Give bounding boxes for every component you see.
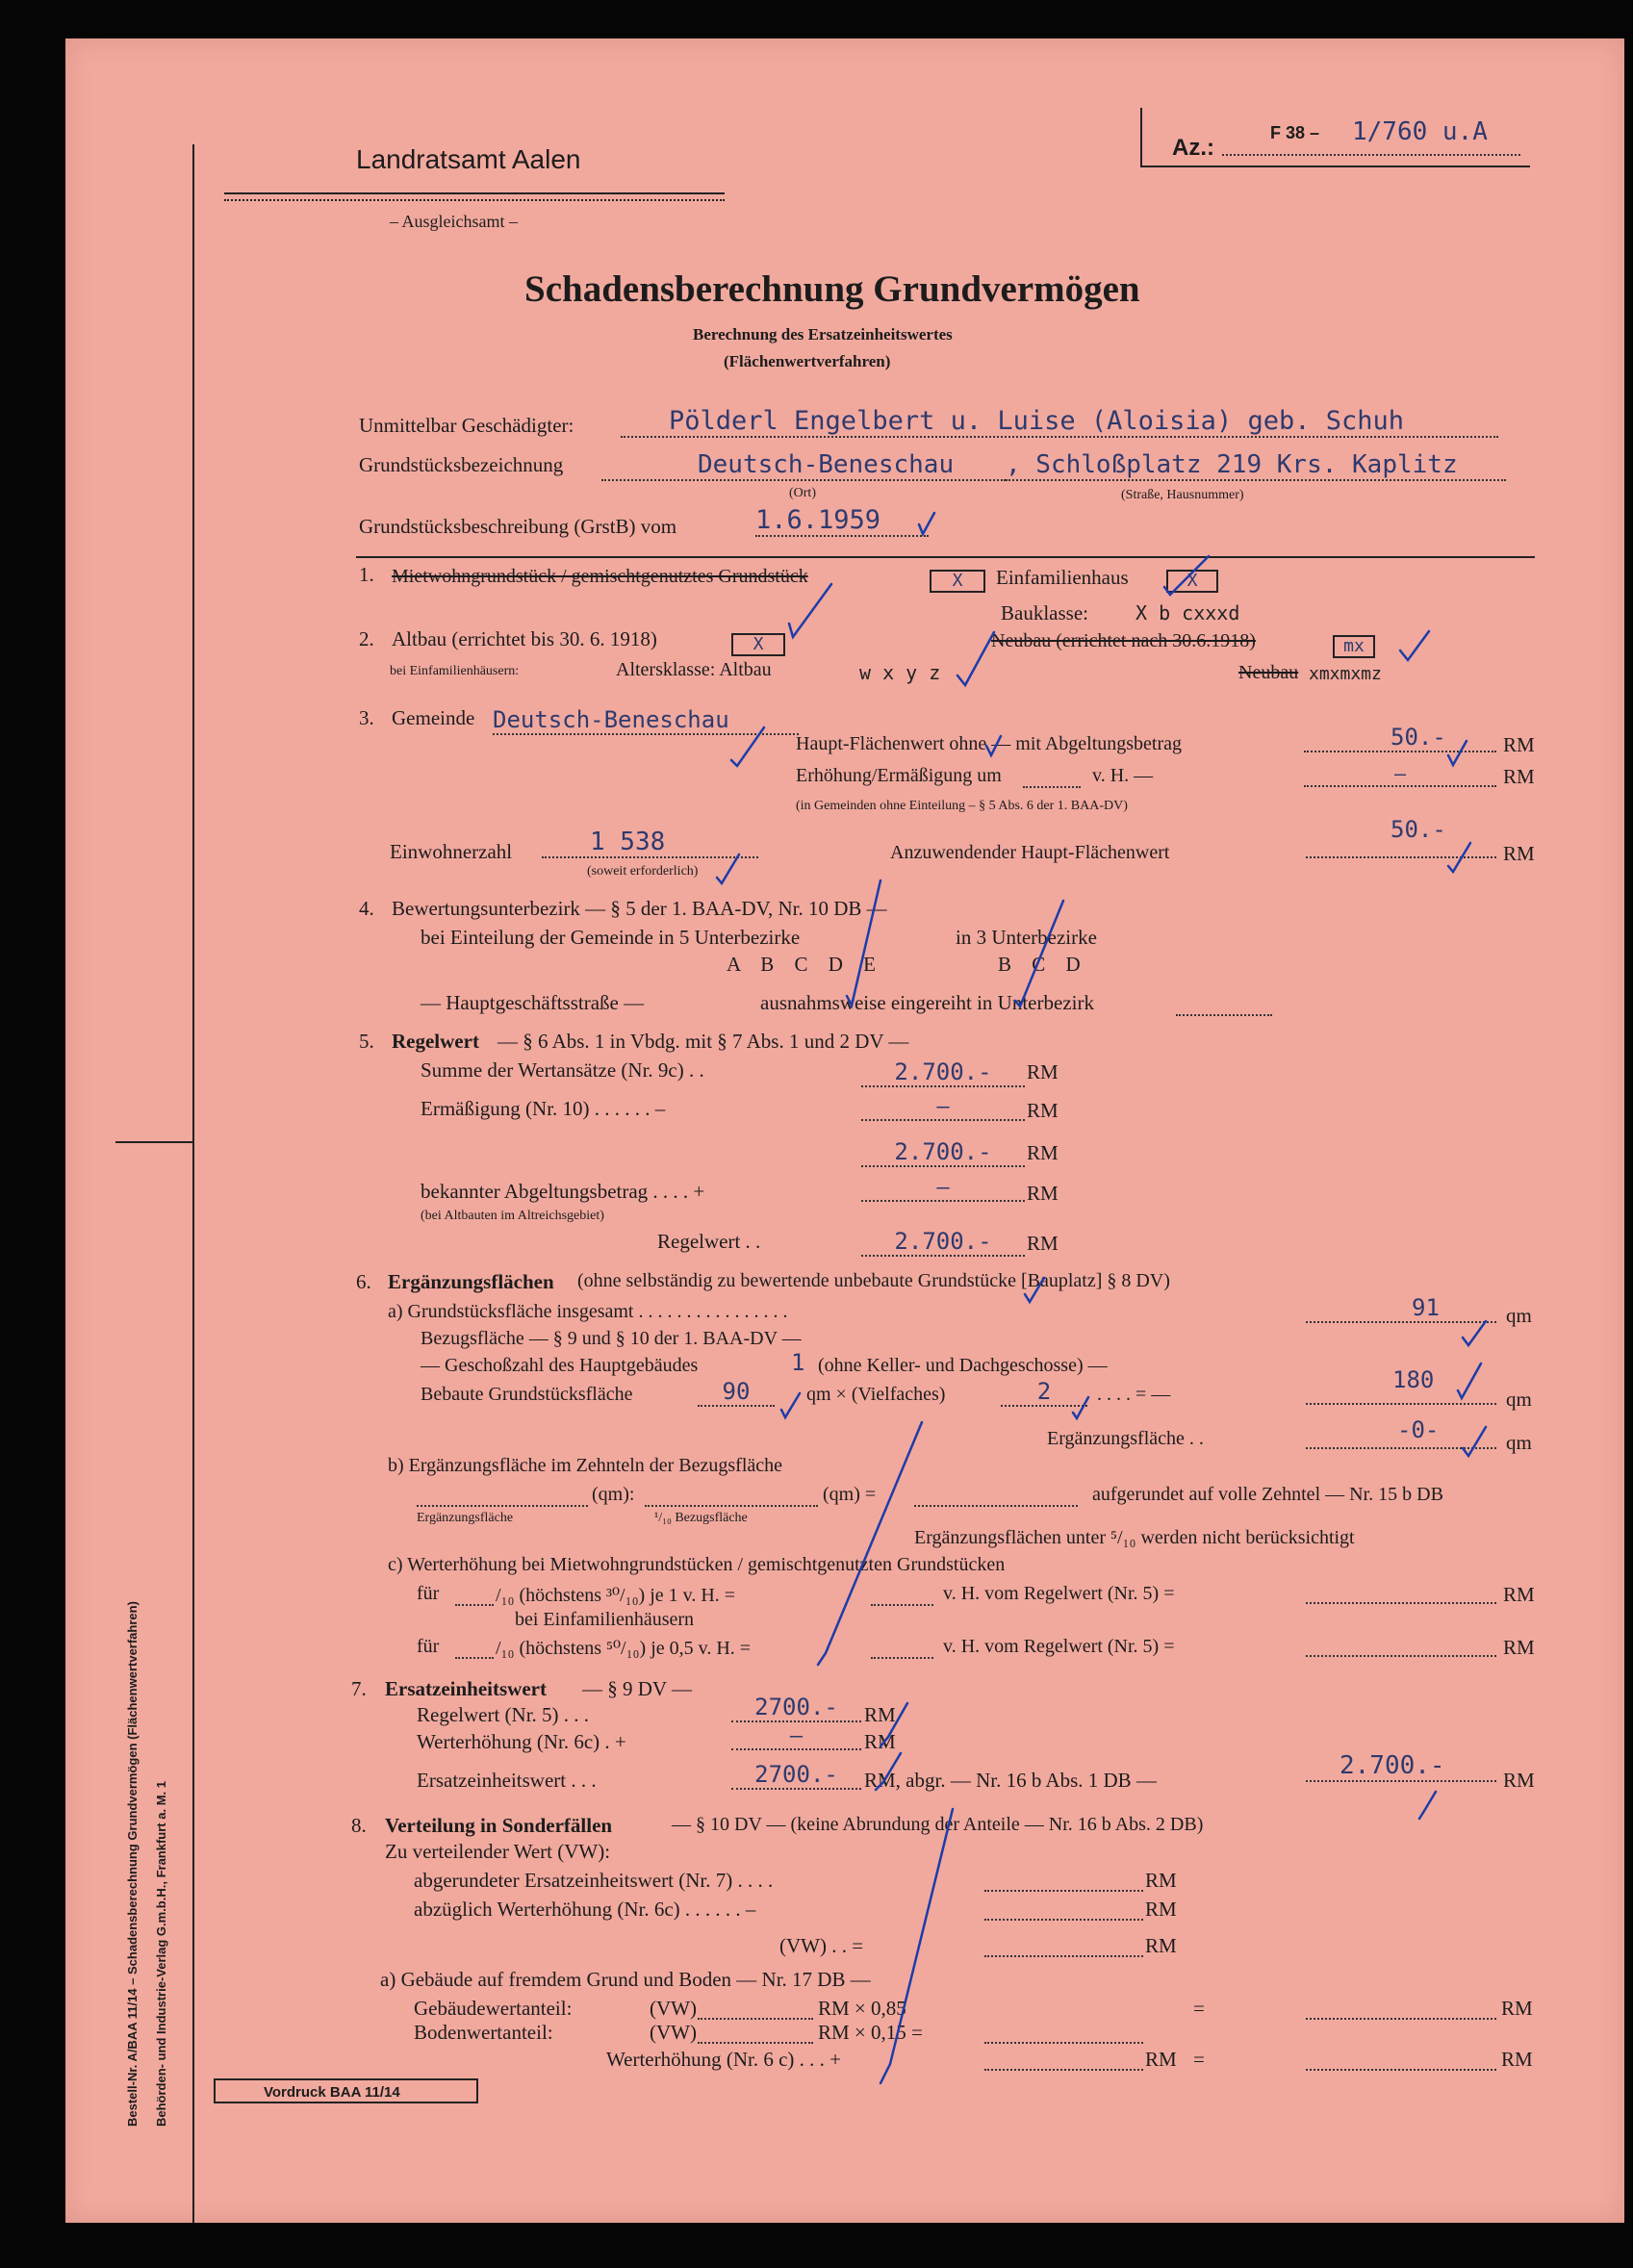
s8-bod-x015: RM × 0,15 = (818, 2021, 923, 2044)
s8-geb-x085: RM × 0,85 (818, 1997, 906, 2020)
az-fill (1222, 154, 1520, 156)
s6-beb-mid: qm × (Vielfaches) (806, 1384, 946, 1405)
s5-title: Regelwert (392, 1030, 479, 1053)
side-text-2: Behörden- und Industrie-Verlag G.m.b.H., Frankfurt a. M. 1 (154, 1781, 168, 2127)
page-title: Schadensberechnung Grundvermögen (524, 268, 1140, 310)
s3-note: (in Gemeinden ohne Einteilung – § 5 Abs. 6 der 1. BAA-DV) (796, 799, 1128, 813)
s6-c2-vh-field[interactable] (871, 1636, 933, 1659)
s6-beb-value[interactable]: 90 (698, 1378, 775, 1407)
s6-beb-dots: . . . . = — (1097, 1384, 1171, 1405)
s4-l4a: — Hauptgeschäftsstraße — (421, 991, 645, 1014)
s6-b-auf: aufgerundet auf volle Zehntel — Nr. 15 b DB (1092, 1484, 1443, 1505)
title-sub2: (Flächenwertverfahren) (724, 352, 891, 370)
s3-erh-value[interactable]: – (1304, 762, 1496, 787)
s6-b-field2[interactable] (645, 1484, 818, 1507)
s7-r1: Regelwert (Nr. 5) . . . (417, 1703, 590, 1726)
caption-place: (Ort) (789, 486, 816, 500)
s6-num: 6. (356, 1270, 371, 1293)
property-place[interactable]: Deutsch-Beneschau (601, 450, 1006, 481)
s7-rm4: RM (1503, 1769, 1535, 1792)
s6-gesch: — Geschoßzahl des Hauptgebäudes (421, 1355, 699, 1376)
s6-c2c: v. H. vom Regelwert (Nr. 5) = (943, 1636, 1175, 1657)
s4-unterbezirk-field[interactable] (1176, 991, 1272, 1016)
s5-v1[interactable]: 2.700.- (861, 1058, 1025, 1087)
s3-ew-label: Einwohnerzahl (390, 840, 513, 863)
s6-c1b: /₁₀ (höchstens ³⁰/₁₀) je 1 v. H. = (496, 1585, 736, 1606)
s8-wer: Werterhöhung (Nr. 6 c) . . . + (606, 2048, 842, 2071)
s8-a: a) Gebäude auf fremdem Grund und Boden — Nr. 17 DB — (380, 1968, 871, 1991)
s1-bauklasse: Bauklasse: (1001, 601, 1088, 624)
s5-v5[interactable]: 2.700.- (861, 1228, 1025, 1257)
s6-gesch-rest: (ohne Keller- und Dachgeschosse) — (818, 1355, 1108, 1376)
owner-label: Unmittelbar Geschädigter: (359, 414, 574, 437)
s6-c2b: /₁₀ (höchstens ⁵⁰/₁₀) je 0,5 v. H. = (496, 1638, 752, 1659)
fold-mark (115, 1141, 192, 1143)
office-name: Landratsamt Aalen (356, 144, 581, 174)
margin-rule (192, 144, 194, 2223)
s6-b-note: Ergänzungsflächen unter ⁵/₁₀ werden nicht berücksichtigt (914, 1527, 1355, 1548)
s3-erh-label: Erhöhung/Ermäßigung um (796, 765, 1002, 786)
s7-title-rest: — § 9 DV — (582, 1677, 692, 1700)
s5-rm5: RM (1027, 1232, 1059, 1255)
s8-title: Verteilung in Sonderfällen (385, 1814, 613, 1837)
s6-c1-rm-field[interactable] (1306, 1581, 1496, 1604)
s3-anz-value[interactable]: 50.- (1306, 816, 1496, 858)
s8-geb-vw: (VW) (650, 1997, 697, 2020)
s5-r4: bekannter Abgeltungsbetrag . . . . + (421, 1180, 705, 1203)
s6-beb-mult[interactable]: 2 (1001, 1378, 1087, 1407)
s3-hfw-label: Haupt-Flächenwert ohne — mit Abgeltungsbetrag (796, 733, 1183, 754)
s5-v4[interactable]: – (861, 1176, 1025, 1202)
caption-street: (Straße, Hausnummer) (1121, 488, 1244, 502)
az-prefix: F 38 – (1270, 123, 1320, 142)
s8-wer-rm2: RM (1501, 2048, 1533, 2071)
s3-hfw-value[interactable]: 50.- (1304, 724, 1496, 752)
s6-c2-rm: RM (1503, 1636, 1535, 1659)
s6-beb-result[interactable]: 180 (1306, 1366, 1496, 1405)
s8-wer-rm: RM (1145, 2048, 1177, 2071)
s5-num: 5. (359, 1030, 374, 1053)
s7-title: Ersatzeinheitswert (385, 1677, 547, 1700)
s6-c2-rm-field[interactable] (1306, 1634, 1496, 1657)
s4-num: 4. (359, 897, 374, 920)
s7-r2: Werterhöhung (Nr. 6c) . + (417, 1730, 626, 1753)
s6-c1a: für (417, 1583, 440, 1604)
s8-geb-field[interactable] (698, 1997, 813, 2020)
s5-v2[interactable]: – (861, 1095, 1025, 1121)
s7-num: 7. (351, 1677, 367, 1700)
s8-title-rest: — § 10 DV — (keine Abrundung der Anteile — Nr. 16 b Abs. 2 DB) (672, 1814, 1204, 1835)
s4-l4b: ausnahmsweise eingereiht in Unterbezirk (760, 991, 1094, 1014)
s6-gesch-value[interactable]: 1 (791, 1349, 805, 1376)
s7-v3[interactable]: 2700.- (731, 1761, 861, 1790)
s3-ew-value[interactable]: 1 538 (542, 828, 758, 858)
s1-box1[interactable]: X (930, 570, 985, 593)
s5-rm4: RM (1027, 1182, 1059, 1205)
s6-b-field1[interactable] (417, 1484, 588, 1507)
s1-bk-values: X b cxxxd (1135, 601, 1240, 624)
s8-r2-field[interactable] (984, 1898, 1143, 1921)
s5-v3[interactable]: 2.700.- (861, 1138, 1025, 1167)
s8-geb-eq: = (1193, 1997, 1205, 2020)
s1-efh: Einfamilienhaus (996, 566, 1129, 589)
s7-v4[interactable]: 2.700.- (1306, 1751, 1496, 1782)
s8-wer-field[interactable] (984, 2048, 1143, 2071)
s5-r2: Ermäßigung (Nr. 10) . . . . . . – (421, 1097, 666, 1120)
s6-title-rest: (ohne selbständig zu bewertende unbebaute Grundstücke [Bauplatz] § 8 DV) (577, 1270, 1170, 1291)
s6-qm1: qm (1506, 1304, 1532, 1327)
grstb-date[interactable]: 1.6.1959 (755, 505, 929, 537)
s6-a: a) Grundstücksfläche insgesamt . . . . . . . . . . . . . . . . (388, 1301, 788, 1322)
az-value: 1/760 u.A (1352, 117, 1488, 146)
grstb-label: Grundstücksbeschreibung (GrstB) vom (359, 515, 677, 538)
s7-r3: Ersatzeinheitswert . . . (417, 1769, 597, 1792)
s8-geb-rm-field[interactable] (1306, 1997, 1496, 2020)
s6-b-field3[interactable] (914, 1484, 1078, 1507)
s2-sub: bei Einfamilienhäusern: (390, 664, 520, 678)
az-box-bottom (1140, 166, 1530, 167)
s5-rm3: RM (1027, 1141, 1059, 1164)
s8-r3-field[interactable] (984, 1934, 1143, 1957)
s6-beb: Bebaute Grundstücksfläche (421, 1384, 633, 1405)
s6-b-cap1: Ergänzungsfläche (417, 1511, 514, 1525)
property-label: Grundstücksbezeichnung (359, 453, 564, 476)
s4-l1: Bewertungsunterbezirk — § 5 der 1. BAA-DV, Nr. 10 DB — (392, 897, 887, 920)
s6-c1c: v. H. vom Regelwert (Nr. 5) = (943, 1583, 1175, 1604)
s6-bez: Bezugsfläche — § 9 und § 10 der 1. BAA-DV — (421, 1328, 802, 1349)
sub-office: – Ausgleichsamt – (390, 212, 518, 231)
s8-num: 8. (351, 1814, 367, 1837)
s8-zu: Zu verteilender Wert (VW): (385, 1840, 611, 1863)
s5-r1: Summe der Wertansätze (Nr. 9c) . . (421, 1058, 704, 1082)
vordruck-label: Vordruck BAA 11/14 (214, 2078, 478, 2103)
s8-geb-rm: RM (1501, 1997, 1533, 2020)
s3-rm1: RM (1503, 733, 1535, 756)
s2-num: 2. (359, 627, 374, 650)
s4-l2a: bei Einteilung der Gemeinde in 5 Unterbezirke (421, 926, 801, 949)
s6-c-efh: bei Einfamilienhäusern (515, 1609, 695, 1630)
header-rule-dotted (224, 199, 725, 201)
s6-erg-value[interactable]: -0- (1306, 1416, 1496, 1449)
s5-title-rest: — § 6 Abs. 1 in Vbdg. mit § 7 Abs. 1 und 2 DV — (498, 1030, 909, 1053)
s2-alter: Altersklasse: Altbau (616, 659, 772, 680)
s6-c1-vh-field[interactable] (871, 1583, 933, 1606)
s8-rm2: RM (1145, 1898, 1177, 1921)
side-text-1: Bestell-Nr. A/BAA 11/14 – Schadensberechnung Grundvermögen (Flächenwertverfahren) (125, 1601, 140, 2127)
s1-text: Mietwohngrundstück / gemischtgenutztes Grundstück (392, 566, 808, 587)
s3-rm2: RM (1503, 765, 1535, 788)
s2-neubau2: Neubau (1238, 662, 1299, 683)
s8-bod-field[interactable] (698, 2021, 813, 2044)
s8-rm3: RM (1145, 1934, 1177, 1957)
s2-box[interactable]: X (731, 633, 785, 656)
s3-label: Gemeinde (392, 706, 475, 729)
s5-r5: Regelwert . . (657, 1230, 761, 1253)
s8-bod-vw: (VW) (650, 2021, 697, 2044)
s6-a-value[interactable]: 91 (1306, 1294, 1496, 1323)
s8-geb: Gebäudewertanteil: (414, 1997, 573, 2020)
s6-qm2: qm (1506, 1388, 1532, 1411)
s6-c: c) Werterhöhung bei Mietwohngrundstücken / gemischtgenutzten Grundstücken (388, 1554, 1006, 1575)
s5-rm2: RM (1027, 1099, 1059, 1122)
s2-neubau-box[interactable]: mx (1333, 635, 1375, 658)
s7-rm2: RM (864, 1730, 896, 1753)
s6-title: Ergänzungsflächen (388, 1270, 554, 1293)
s2-text: Altbau (errichtet bis 30. 6. 1918) (392, 627, 657, 650)
s6-c1-field[interactable] (455, 1583, 494, 1606)
s8-r2: abzüglich Werterhöhung (Nr. 6c) . . . . . . – (414, 1898, 756, 1921)
az-label: Az.: (1172, 135, 1214, 161)
s3-rm3: RM (1503, 842, 1535, 865)
header-rule (224, 192, 725, 194)
s8-rm1: RM (1145, 1869, 1177, 1892)
s2-neubau2-values: xmxmxmz (1309, 664, 1382, 684)
s3-num: 3. (359, 706, 374, 729)
s2-alter-values: w x y z (859, 661, 941, 684)
s6-b-qm2: (qm) = (823, 1484, 877, 1505)
s6-erg: Ergänzungsfläche . . (1047, 1428, 1204, 1449)
s3-anz-label: Anzuwendender Haupt-Flächenwert (890, 842, 1170, 863)
s4-l3b: B C D (998, 953, 1088, 976)
s6-b-cap2: ¹/₁₀ Bezugsfläche (654, 1511, 748, 1525)
s7-r3b: RM, abgr. — Nr. 16 b Abs. 1 DB — (864, 1769, 1157, 1792)
s3-erh-vh: v. H. — (1092, 765, 1154, 786)
s4-l2b: in 3 Unterbezirke (956, 926, 1097, 949)
s6-c1-rm: RM (1503, 1583, 1535, 1606)
s8-r1-field[interactable] (984, 1869, 1143, 1892)
s2-neubau: Neubau (errichtet nach 30.6.1918) (991, 630, 1256, 651)
s3-ew-note: (soweit erforderlich) (587, 864, 699, 879)
owner-field[interactable]: Pölderl Engelbert u. Luise (Aloisia) geb. Schuh (621, 406, 1498, 438)
s6-b: b) Ergänzungsfläche im Zehnteln der Bezugsfläche (388, 1455, 783, 1476)
section-rule (356, 556, 1535, 558)
s8-wer-eq: = (1193, 2048, 1205, 2071)
s7-v2[interactable]: – (731, 1724, 861, 1750)
property-street[interactable]: , Schloßplatz 219 Krs. Kaplitz (1006, 450, 1506, 481)
s4-l3a: A B C D E (727, 953, 884, 976)
s6-b-qm1: (qm): (592, 1484, 635, 1505)
s7-rm1: RM (864, 1703, 896, 1726)
s8-r1: abgerundeter Ersatzeinheitswert (Nr. 7) . . . . (414, 1869, 774, 1892)
az-box-left (1140, 108, 1142, 166)
s6-c2a: für (417, 1636, 440, 1657)
s3-gemeinde[interactable]: Deutsch-Beneschau (493, 706, 799, 735)
s7-v1[interactable]: 2700.- (731, 1694, 861, 1722)
s6-qm3: qm (1506, 1431, 1532, 1454)
s1-num: 1. (359, 563, 374, 586)
s8-bod: Bodenwertanteil: (414, 2021, 553, 2044)
s5-r4-note: (bei Altbauten im Altreichsgebiet) (421, 1209, 604, 1223)
title-sub1: Berechnung des Ersatzeinheitswertes (693, 325, 953, 344)
s6-c2-field[interactable] (455, 1636, 494, 1659)
s3-erh-field[interactable] (1023, 765, 1081, 788)
s8-bod-rm-field[interactable] (984, 2021, 1143, 2044)
s8-wer-rm-field[interactable] (1306, 2048, 1496, 2071)
s5-rm1: RM (1027, 1060, 1059, 1083)
s1-box2[interactable]: X (1166, 570, 1218, 593)
s8-r3: (VW) . . = (779, 1934, 864, 1957)
